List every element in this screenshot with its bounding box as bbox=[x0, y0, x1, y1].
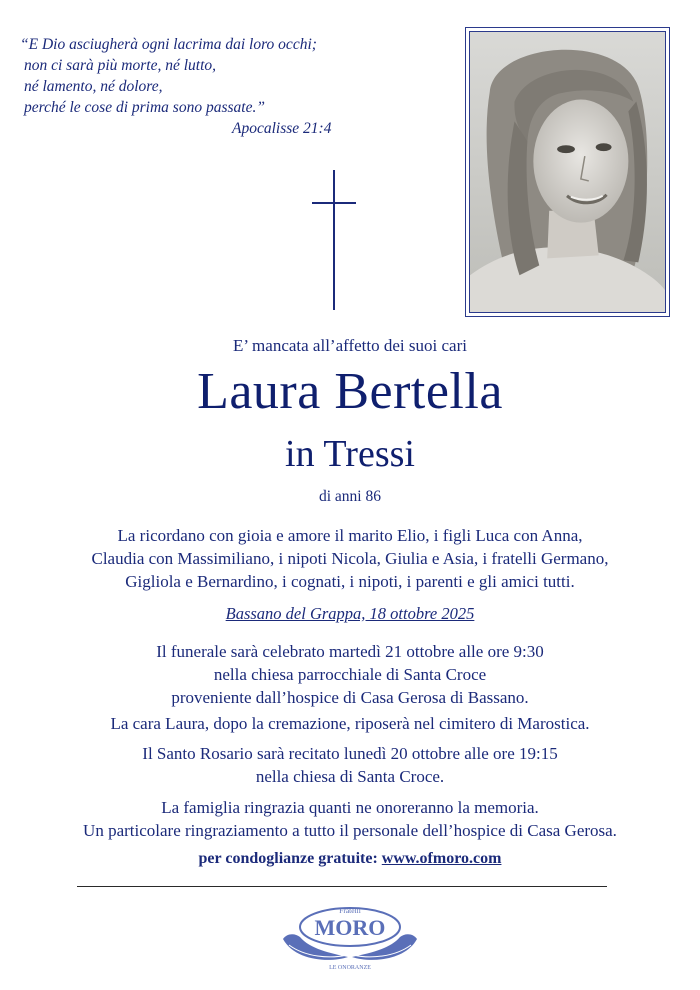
married-name: in Tressi bbox=[285, 433, 415, 475]
quote-line: né lamento, né dolore, bbox=[24, 78, 163, 95]
mourners-line: Claudia con Massimiliano, i nipoti Nicola, Giulia e Asia, i fratelli Germano, bbox=[91, 549, 609, 568]
portrait-photo bbox=[469, 31, 666, 313]
cross-icon bbox=[312, 170, 356, 310]
mourners-paragraph bbox=[0, 524, 700, 593]
thanks-paragraph bbox=[0, 796, 700, 842]
logo-top-text: Fratelli bbox=[339, 906, 361, 915]
funeral-paragraph bbox=[0, 640, 700, 709]
quote-reference: Apocalisse 21:4 bbox=[232, 120, 332, 137]
funeral-line: proveniente dall’hospice di Casa Gerosa di Bassano. bbox=[171, 688, 529, 707]
quote-line: perché le cose di prima sono passate.” bbox=[24, 99, 265, 116]
rosary-line: Il Santo Rosario sarà recitato lunedì 20 ottobre alle ore 19:15 bbox=[142, 744, 558, 763]
bible-quote bbox=[20, 34, 380, 139]
condolences-link[interactable]: www.ofmoro.com bbox=[381, 850, 502, 867]
age: di anni 86 bbox=[319, 488, 381, 505]
logo-bottom-text: LE ONORANZE bbox=[329, 965, 371, 971]
burial-paragraph: La cara Laura, dopo la cremazione, riposerà nel cimitero di Marostica. bbox=[110, 714, 590, 733]
quote-line: non ci sarà più morte, né lutto, bbox=[24, 57, 217, 74]
deceased-name: Laura Bertella bbox=[197, 363, 503, 420]
portrait-frame bbox=[465, 27, 670, 317]
thanks-line: Un particolare ringraziamento a tutto il personale dell’hospice di Casa Gerosa. bbox=[83, 821, 617, 840]
divider bbox=[77, 886, 607, 887]
logo-main-text: MORO bbox=[314, 915, 386, 940]
funeral-line: Il funerale sarà celebrato martedì 21 ottobre alle ore 9:30 bbox=[156, 642, 544, 661]
place-date: Bassano del Grappa, 18 ottobre 2025 bbox=[225, 604, 475, 623]
rosary-line: nella chiesa di Santa Croce. bbox=[255, 767, 445, 786]
mourners-line: La ricordano con gioia e amore il marito Elio, i figli Luca con Anna, bbox=[117, 526, 583, 545]
condolences bbox=[0, 850, 700, 868]
fratelli-moro-logo bbox=[275, 901, 425, 973]
mourners-line: Gigliola e Bernardino, i cognati, i nipoti, i parenti e gli amici tutti. bbox=[125, 572, 575, 591]
rosary-paragraph bbox=[0, 742, 700, 788]
condolences-label: per condoglianze gratuite: bbox=[198, 850, 378, 867]
announcement-intro: E’ mancata all’affetto dei suoi cari bbox=[233, 336, 467, 355]
thanks-line: La famiglia ringrazia quanti ne onoreranno la memoria. bbox=[161, 798, 539, 817]
quote-line: “E Dio asciugherà ogni lacrima dai loro occhi; bbox=[20, 36, 317, 53]
funeral-line: nella chiesa parrocchiale di Santa Croce bbox=[213, 665, 487, 684]
